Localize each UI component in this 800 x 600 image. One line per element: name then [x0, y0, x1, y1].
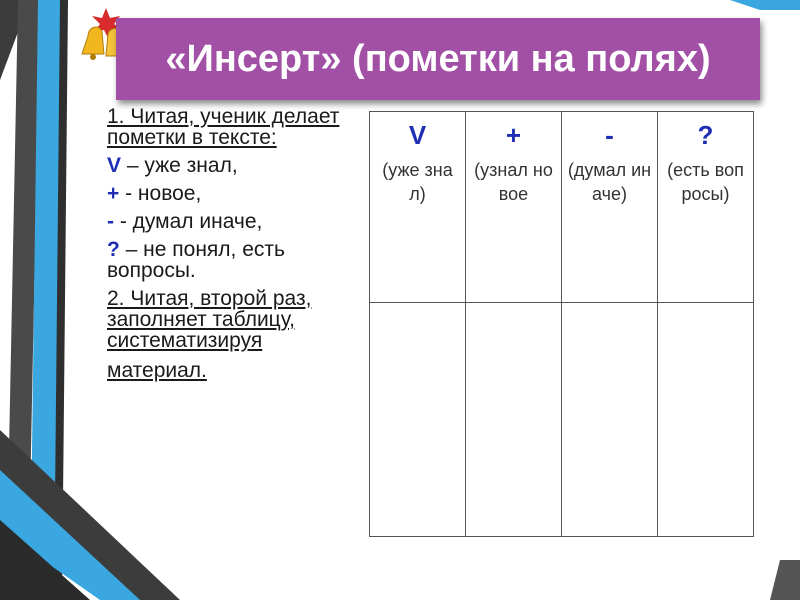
legend-text: - новое, — [119, 182, 202, 205]
page-title: «Инсерт» (пометки на полях) — [165, 37, 711, 80]
legend-symbol: + — [107, 182, 120, 205]
legend-symbol: V — [107, 154, 122, 177]
column-symbol: V — [408, 120, 427, 150]
column-label: (думал иначе) — [567, 160, 652, 204]
table-header-cell — [658, 112, 754, 303]
column-label: (узнал новое — [474, 160, 553, 204]
legend-item-minus — [107, 211, 352, 232]
table-row — [370, 303, 754, 537]
step-one-text: 1. Читая, ученик делает пометки в тексте: — [107, 105, 340, 149]
table-cell — [562, 303, 658, 537]
column-label: (есть вопросы) — [667, 160, 744, 204]
insert-table — [369, 111, 754, 537]
legend-item-question — [107, 239, 352, 281]
column-symbol: ? — [697, 120, 714, 150]
title-banner — [116, 18, 760, 100]
table-cell — [466, 303, 562, 537]
legend-item-plus — [107, 183, 352, 204]
table-header-cell — [466, 112, 562, 303]
table-header-row — [370, 112, 754, 303]
legend-symbol: ? — [107, 238, 120, 261]
legend-text: – не понял, есть вопросы. — [107, 238, 285, 282]
instructions-block — [107, 106, 352, 388]
table-header-cell — [562, 112, 658, 303]
column-label: (уже знал) — [382, 160, 453, 204]
step-two-end: материал. — [107, 359, 207, 382]
legend-text: - думал иначе, — [114, 210, 263, 233]
legend-symbol: - — [107, 210, 114, 233]
legend-text: – уже знал, — [121, 154, 238, 177]
step-two-text: 2. Читая, второй раз, заполняет таблицу, систематизируя — [107, 287, 312, 352]
legend-item-v — [107, 155, 352, 176]
table-cell — [370, 303, 466, 537]
column-symbol: - — [605, 120, 614, 150]
table-cell — [658, 303, 754, 537]
table-header-cell — [370, 112, 466, 303]
column-symbol: + — [505, 120, 522, 150]
